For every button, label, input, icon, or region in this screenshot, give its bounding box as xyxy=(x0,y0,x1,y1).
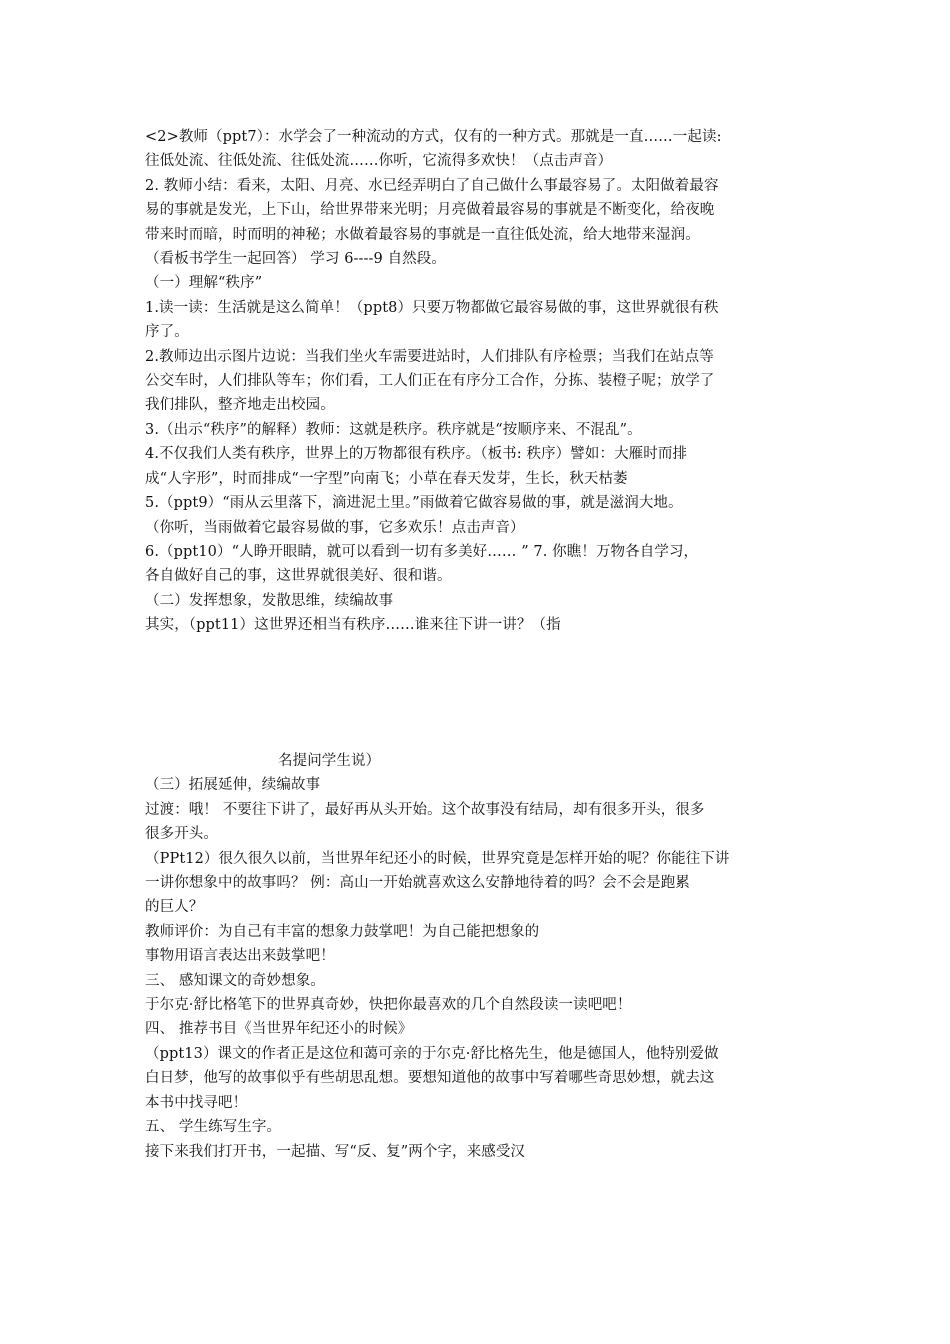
text-line: 公交车时，人们排队等车；你们看，工人们正在有序分工合作，分拣、装橙子呢；放学了 xyxy=(145,373,715,390)
text-line: 3.（出示“秩序”的解释）教师：这就是秩序。秩序就是“按顺序来、不混乱”。 xyxy=(145,421,642,438)
text-line: 过渡：哦！ 不要往下讲了，最好再从头开始。这个故事没有结局，却有很多开头，很多 xyxy=(145,801,705,818)
text-line: 带来时而暗，时而明的神秘；水做着最容易的事就是一直往低处流，给大地带来湿润。 xyxy=(145,226,700,243)
text-line: 很多开头。 xyxy=(145,826,218,843)
text-line: 序了。 xyxy=(145,324,189,341)
text-line: 本书中找寻吧！ xyxy=(145,1094,248,1111)
text-line: <2>教师（ppt7）：水学会了一种流动的方式，仅有的一种方式。那就是一直……一起读: xyxy=(145,129,722,145)
text-line: 事物用语言表达出来鼓掌吧！ xyxy=(145,948,335,965)
text-line: 各自做好自己的事，这世界就很美好、很和谐。 xyxy=(145,568,452,585)
text-line: 易的事就是发光，上下山，给世界带来光明；月亮做着最容易的事就是不断变化，给夜晚 xyxy=(145,202,715,219)
text-line: 五、 学生练写生字。 xyxy=(145,1119,282,1136)
text-line: 2. 教师小结：看来，太阳、月亮、水已经弄明白了自己做什么事最容易了。太阳做着最容 xyxy=(145,177,719,194)
text-line: 5.（ppt9）“雨从云里落下，滴进泥土里。”雨做着它做容易做的事，就是滋润大地。 xyxy=(145,495,683,512)
text-line: 一讲你想象中的故事吗？ 例：高山一开始就喜欢这么安静地待着的吗？会不会是跑累 xyxy=(145,875,690,892)
text-line: 1.读一读：生活就是这么简单！（ppt8）只要万物都做它最容易做的事，这世界就很有秩 xyxy=(145,299,719,316)
text-line: 的巨人？ xyxy=(145,899,204,916)
text-line: 其实，（ppt11）这世界还相当有秩序……谁来往下讲一讲？（指 xyxy=(145,617,561,634)
text-line: 三、 感知课文的奇妙想象。 xyxy=(145,972,325,989)
text-line: 四、 推荐书目《当世界年纪还小的时候》 xyxy=(145,1021,413,1038)
text-line: 往低处流、往低处流、往低处流……你听，它流得多欢快！（点击声音） xyxy=(145,153,613,170)
text-line: （二）发挥想象，发散思维，续编故事 xyxy=(145,592,394,609)
text-block-lower xyxy=(145,749,825,1164)
text-line: （看板书学生一起回答） 学习 6----9 自然段。 xyxy=(145,251,446,268)
text-line: 接下来我们打开书，一起描、写“反、复”两个字，来感受汉 xyxy=(145,1143,526,1160)
text-line: 4.不仅我们人类有秩序，世界上的万物都很有秩序。（板书: 秩序）譬如：大雁时而排 xyxy=(145,446,688,463)
text-line: 于尔克·舒比格笔下的世界真奇妙，快把你最喜欢的几个自然段读一读吧吧！ xyxy=(145,997,632,1014)
text-line: 名提问学生说） xyxy=(278,753,381,769)
text-block-upper xyxy=(145,125,825,638)
text-line: 6.（ppt10）“人睁开眼睛，就可以看到一切有多美好…… ” 7. 你瞧！万物各自学习， xyxy=(145,543,699,560)
text-line: 教师评价：为自己有丰富的想象力鼓掌吧！为自己能把想象的 xyxy=(145,923,540,940)
text-line: 我们排队，整齐地走出校园。 xyxy=(145,397,335,414)
text-line: 2.教师边出示图片边说：当我们坐火车需要进站时，人们排队有序检票；当我们在站点等 xyxy=(145,348,714,365)
text-line: （ppt13）课文的作者正是这位和蔼可亲的于尔克·舒比格先生，他是德国人，他特别爱做 xyxy=(145,1045,719,1062)
text-line: 成“人字形”，时而排成“一字型”向南飞；小草在春天发芽，生长，秋天枯萎 xyxy=(145,470,628,487)
text-line: （你听，当雨做着它最容易做的事，它多欢乐！点击声音） xyxy=(145,519,525,536)
text-line: （三）拓展延伸，续编故事 xyxy=(145,777,321,794)
text-line: （一）理解“秩序” xyxy=(145,275,263,292)
text-line: 白日梦，他写的故事似乎有些胡思乱想。要想知道他的故事中写着哪些奇思妙想，就去这 xyxy=(145,1070,715,1087)
text-line: （PPt12）很久很久以前，当世界年纪还小的时候，世界究竟是怎样开始的呢？你能往下讲 xyxy=(145,850,730,867)
